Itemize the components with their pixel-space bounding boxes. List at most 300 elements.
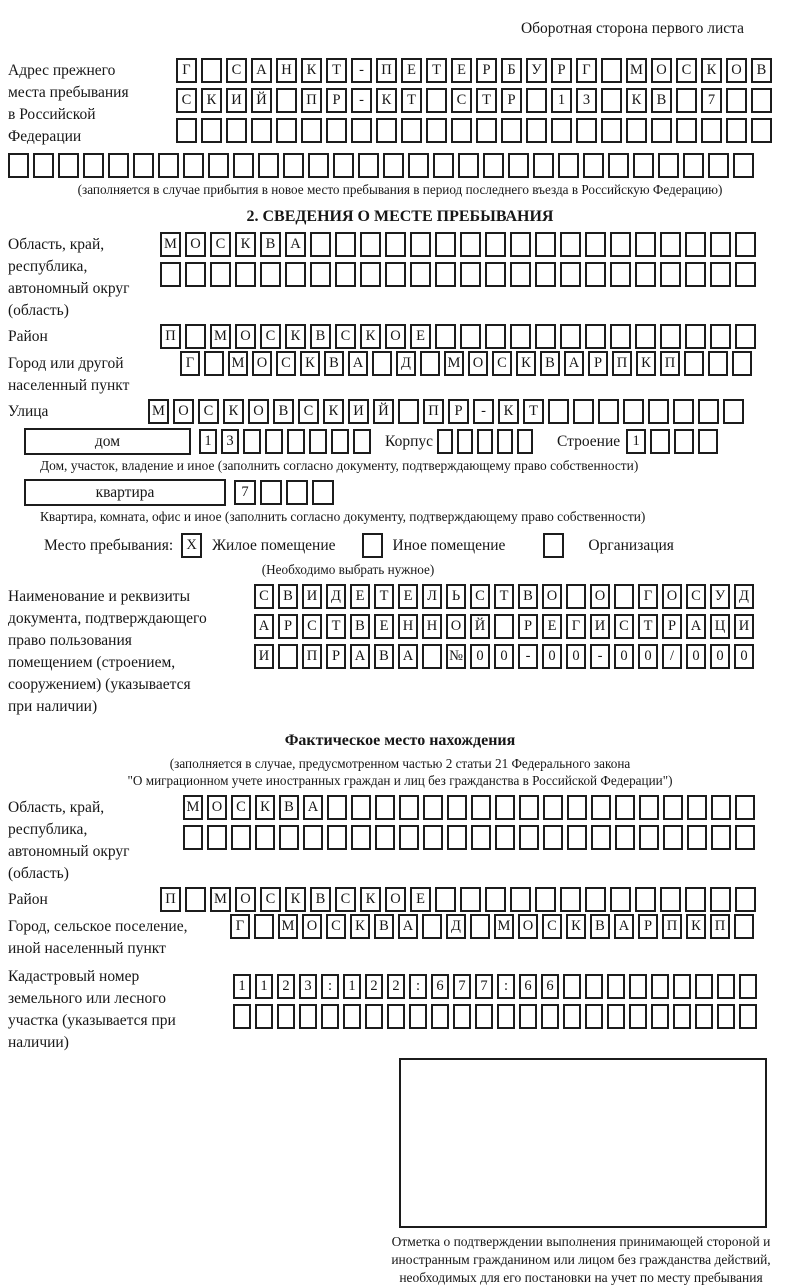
char-cell[interactable] [576,118,597,143]
char-cell[interactable]: С [451,88,472,113]
char-cell[interactable]: А [350,644,370,669]
char-cell[interactable]: 2 [387,974,405,999]
char-cell[interactable] [183,153,204,178]
region-grid-row-1[interactable] [160,232,760,257]
char-cell[interactable] [660,262,681,287]
char-cell[interactable]: О [185,232,206,257]
char-cell[interactable] [385,262,406,287]
char-cell[interactable] [614,584,634,609]
char-cell[interactable] [558,153,579,178]
char-cell[interactable] [585,974,603,999]
char-cell[interactable]: Л [422,584,442,609]
char-cell[interactable]: И [302,584,322,609]
char-cell[interactable] [566,584,586,609]
char-cell[interactable] [687,795,707,820]
char-cell[interactable]: Р [476,58,497,83]
char-cell[interactable] [685,232,706,257]
char-cell[interactable]: 0 [638,644,658,669]
char-cell[interactable] [660,232,681,257]
char-cell[interactable]: Р [588,351,608,376]
char-cell[interactable]: Т [401,88,422,113]
char-cell[interactable] [158,153,179,178]
char-cell[interactable] [598,399,619,424]
char-cell[interactable] [497,429,513,454]
char-cell[interactable]: М [210,324,231,349]
char-cell[interactable]: Р [326,644,346,669]
char-cell[interactable] [372,351,392,376]
char-cell[interactable] [726,88,747,113]
char-cell[interactable] [485,232,506,257]
char-cell[interactable]: Р [518,614,538,639]
char-cell[interactable]: К [701,58,722,83]
char-cell[interactable] [387,1004,405,1029]
char-cell[interactable]: Е [410,887,431,912]
char-cell[interactable] [185,887,206,912]
char-cell[interactable] [365,1004,383,1029]
char-cell[interactable] [735,825,755,850]
char-cell[interactable] [648,399,669,424]
char-cell[interactable] [201,58,222,83]
char-cell[interactable] [633,153,654,178]
char-cell[interactable]: Т [494,584,514,609]
char-cell[interactable] [543,795,563,820]
char-cell[interactable] [567,825,587,850]
char-cell[interactable]: Й [373,399,394,424]
char-cell[interactable] [683,153,704,178]
char-cell[interactable] [535,887,556,912]
cadastral-grid-row-1[interactable] [233,974,761,999]
char-cell[interactable]: 1 [626,429,646,454]
char-cell[interactable] [585,1004,603,1029]
char-cell[interactable]: 7 [453,974,471,999]
char-cell[interactable]: В [310,324,331,349]
char-cell[interactable] [460,232,481,257]
char-cell[interactable]: К [301,58,322,83]
char-cell[interactable]: Д [396,351,416,376]
char-cell[interactable] [735,887,756,912]
char-cell[interactable] [711,825,731,850]
prev-address-grid-row-3[interactable] [176,118,776,143]
char-cell[interactable]: К [235,232,256,257]
char-cell[interactable] [651,118,672,143]
char-cell[interactable]: О [446,614,466,639]
char-cell[interactable] [560,232,581,257]
char-cell[interactable]: 7 [234,480,256,505]
char-cell[interactable]: П [710,914,730,939]
char-cell[interactable] [726,118,747,143]
char-cell[interactable] [519,825,539,850]
char-cell[interactable] [698,399,719,424]
char-cell[interactable] [639,825,659,850]
char-cell[interactable] [685,262,706,287]
char-cell[interactable]: / [662,644,682,669]
char-cell[interactable]: Е [401,58,422,83]
prev-address-overflow-row[interactable] [8,153,792,178]
char-cell[interactable]: К [498,399,519,424]
char-cell[interactable]: М [210,887,231,912]
char-cell[interactable]: М [183,795,203,820]
char-cell[interactable] [433,153,454,178]
char-cell[interactable] [695,974,713,999]
char-cell[interactable] [353,429,371,454]
char-cell[interactable]: 1 [255,974,273,999]
char-cell[interactable]: С [542,914,562,939]
char-cell[interactable] [658,153,679,178]
char-cell[interactable]: А [251,58,272,83]
char-cell[interactable]: Т [476,88,497,113]
char-cell[interactable]: 0 [494,644,514,669]
char-cell[interactable] [560,887,581,912]
char-cell[interactable] [751,88,772,113]
char-cell[interactable]: С [326,914,346,939]
char-cell[interactable] [615,825,635,850]
char-cell[interactable]: В [751,58,772,83]
char-cell[interactable] [351,795,371,820]
char-cell[interactable]: Р [501,88,522,113]
char-cell[interactable]: С [276,351,296,376]
char-cell[interactable] [543,825,563,850]
char-cell[interactable]: № [446,644,466,669]
char-cell[interactable] [734,914,754,939]
char-cell[interactable] [276,118,297,143]
char-cell[interactable]: К [376,88,397,113]
char-cell[interactable] [510,887,531,912]
char-cell[interactable]: - [473,399,494,424]
char-cell[interactable] [108,153,129,178]
char-cell[interactable] [560,262,581,287]
char-cell[interactable] [327,795,347,820]
char-cell[interactable] [471,795,491,820]
char-cell[interactable]: В [590,914,610,939]
char-cell[interactable]: Н [398,614,418,639]
char-cell[interactable] [573,399,594,424]
char-cell[interactable]: А [348,351,368,376]
char-cell[interactable]: В [350,614,370,639]
char-cell[interactable]: П [160,324,181,349]
char-cell[interactable] [541,1004,559,1029]
char-cell[interactable]: 1 [233,974,251,999]
char-cell[interactable] [431,1004,449,1029]
char-cell[interactable]: - [518,644,538,669]
char-cell[interactable] [254,914,274,939]
char-cell[interactable] [255,1004,273,1029]
house-number-grid[interactable] [199,429,375,454]
char-cell[interactable] [335,262,356,287]
char-cell[interactable] [471,825,491,850]
char-cell[interactable] [426,88,447,113]
char-cell[interactable]: А [398,914,418,939]
char-cell[interactable] [495,825,515,850]
char-cell[interactable]: К [636,351,656,376]
document-grid-row-3[interactable] [254,644,758,669]
char-cell[interactable]: С [260,324,281,349]
char-cell[interactable] [710,232,731,257]
char-cell[interactable] [735,324,756,349]
char-cell[interactable] [585,324,606,349]
char-cell[interactable]: В [540,351,560,376]
char-cell[interactable]: К [626,88,647,113]
char-cell[interactable]: С [492,351,512,376]
char-cell[interactable] [717,974,735,999]
char-cell[interactable] [626,118,647,143]
apartment-number-grid[interactable] [234,480,338,505]
char-cell[interactable]: : [409,974,427,999]
char-cell[interactable] [551,118,572,143]
char-cell[interactable] [470,914,490,939]
char-cell[interactable] [285,262,306,287]
char-cell[interactable]: Т [326,614,346,639]
district-grid-row[interactable] [160,324,760,349]
char-cell[interactable] [133,153,154,178]
char-cell[interactable] [517,429,533,454]
char-cell[interactable]: Г [230,914,250,939]
char-cell[interactable] [460,262,481,287]
char-cell[interactable] [33,153,54,178]
char-cell[interactable] [485,324,506,349]
char-cell[interactable] [422,644,442,669]
char-cell[interactable]: О [302,914,322,939]
char-cell[interactable] [635,324,656,349]
char-cell[interactable] [510,262,531,287]
char-cell[interactable] [375,795,395,820]
char-cell[interactable]: 2 [277,974,295,999]
char-cell[interactable] [231,825,251,850]
char-cell[interactable] [607,974,625,999]
char-cell[interactable]: 6 [519,974,537,999]
house-type-box[interactable]: дом [24,428,191,455]
char-cell[interactable]: 0 [542,644,562,669]
char-cell[interactable] [327,825,347,850]
char-cell[interactable] [717,1004,735,1029]
char-cell[interactable] [673,399,694,424]
char-cell[interactable] [629,974,647,999]
char-cell[interactable]: В [324,351,344,376]
char-cell[interactable] [437,429,453,454]
char-cell[interactable]: С [614,614,634,639]
char-cell[interactable] [535,324,556,349]
actual-region-grid-row-2[interactable] [183,825,759,850]
char-cell[interactable]: И [226,88,247,113]
char-cell[interactable] [176,118,197,143]
char-cell[interactable] [251,118,272,143]
char-cell[interactable]: Е [350,584,370,609]
char-cell[interactable]: Г [576,58,597,83]
char-cell[interactable]: Т [638,614,658,639]
char-cell[interactable] [483,153,504,178]
char-cell[interactable] [410,232,431,257]
region-grid-row-2[interactable] [160,262,760,287]
char-cell[interactable] [685,887,706,912]
char-cell[interactable] [676,118,697,143]
char-cell[interactable] [685,324,706,349]
actual-city-grid-row[interactable] [230,914,758,939]
char-cell[interactable] [673,974,691,999]
char-cell[interactable]: К [285,887,306,912]
char-cell[interactable] [420,351,440,376]
char-cell[interactable]: К [566,914,586,939]
char-cell[interactable]: П [376,58,397,83]
prev-address-grid-row-2[interactable] [176,88,776,113]
char-cell[interactable] [563,1004,581,1029]
char-cell[interactable]: А [686,614,706,639]
char-cell[interactable] [710,262,731,287]
char-cell[interactable] [458,153,479,178]
char-cell[interactable]: 1 [551,88,572,113]
char-cell[interactable]: А [254,614,274,639]
char-cell[interactable] [663,825,683,850]
char-cell[interactable]: А [614,914,634,939]
char-cell[interactable] [287,429,305,454]
char-cell[interactable] [343,1004,361,1029]
char-cell[interactable] [278,644,298,669]
char-cell[interactable] [660,887,681,912]
char-cell[interactable]: С [686,584,706,609]
char-cell[interactable]: 7 [701,88,722,113]
char-cell[interactable]: О [173,399,194,424]
char-cell[interactable]: 0 [470,644,490,669]
char-cell[interactable] [635,887,656,912]
char-cell[interactable]: В [310,887,331,912]
char-cell[interactable] [475,1004,493,1029]
char-cell[interactable] [460,887,481,912]
char-cell[interactable] [276,88,297,113]
char-cell[interactable] [183,825,203,850]
char-cell[interactable]: С [260,887,281,912]
prev-address-grid-row-1[interactable] [176,58,776,83]
char-cell[interactable] [710,324,731,349]
char-cell[interactable]: А [398,644,418,669]
char-cell[interactable] [58,153,79,178]
char-cell[interactable]: И [590,614,610,639]
stay-option-organization-checkbox[interactable] [543,533,564,558]
char-cell[interactable] [435,324,456,349]
char-cell[interactable]: В [279,795,299,820]
char-cell[interactable]: 1 [343,974,361,999]
char-cell[interactable]: В [260,232,281,257]
char-cell[interactable]: П [660,351,680,376]
char-cell[interactable]: С [226,58,247,83]
char-cell[interactable] [735,262,756,287]
char-cell[interactable] [376,118,397,143]
char-cell[interactable]: К [300,351,320,376]
char-cell[interactable] [409,1004,427,1029]
char-cell[interactable] [673,1004,691,1029]
stay-option-residential-checkbox[interactable]: X [181,533,202,558]
char-cell[interactable] [519,795,539,820]
char-cell[interactable]: Е [410,324,431,349]
char-cell[interactable]: Б [501,58,522,83]
char-cell[interactable]: М [444,351,464,376]
char-cell[interactable] [335,232,356,257]
char-cell[interactable]: Ц [710,614,730,639]
char-cell[interactable] [501,118,522,143]
char-cell[interactable] [426,118,447,143]
char-cell[interactable] [710,887,731,912]
char-cell[interactable] [485,887,506,912]
char-cell[interactable]: Е [374,614,394,639]
char-cell[interactable]: Р [326,88,347,113]
char-cell[interactable] [226,118,247,143]
char-cell[interactable] [497,1004,515,1029]
char-cell[interactable] [326,118,347,143]
char-cell[interactable] [233,1004,251,1029]
char-cell[interactable]: Н [422,614,442,639]
char-cell[interactable] [723,399,744,424]
char-cell[interactable]: О [518,914,538,939]
char-cell[interactable] [739,974,757,999]
char-cell[interactable]: : [497,974,515,999]
char-cell[interactable] [601,88,622,113]
char-cell[interactable] [423,825,443,850]
stay-option-other-checkbox[interactable] [362,533,383,558]
char-cell[interactable] [477,429,493,454]
char-cell[interactable] [310,262,331,287]
char-cell[interactable]: К [360,324,381,349]
char-cell[interactable]: О [385,887,406,912]
char-cell[interactable]: О [235,324,256,349]
char-cell[interactable] [735,232,756,257]
char-cell[interactable] [210,262,231,287]
char-cell[interactable]: - [351,88,372,113]
char-cell[interactable] [535,262,556,287]
char-cell[interactable] [739,1004,757,1029]
char-cell[interactable]: Е [398,584,418,609]
char-cell[interactable] [299,1004,317,1029]
char-cell[interactable]: 0 [686,644,706,669]
char-cell[interactable] [639,795,659,820]
char-cell[interactable] [585,232,606,257]
char-cell[interactable] [408,153,429,178]
char-cell[interactable]: Р [662,614,682,639]
char-cell[interactable]: К [285,324,306,349]
char-cell[interactable] [383,153,404,178]
char-cell[interactable] [451,118,472,143]
char-cell[interactable] [255,825,275,850]
char-cell[interactable] [610,232,631,257]
char-cell[interactable] [243,429,261,454]
actual-district-grid-row[interactable] [160,887,760,912]
char-cell[interactable]: С [198,399,219,424]
char-cell[interactable] [399,825,419,850]
char-cell[interactable]: О [207,795,227,820]
cadastral-grid-row-2[interactable] [233,1004,761,1029]
char-cell[interactable]: Р [448,399,469,424]
char-cell[interactable]: Р [278,614,298,639]
char-cell[interactable] [258,153,279,178]
char-cell[interactable] [591,795,611,820]
char-cell[interactable]: 0 [710,644,730,669]
char-cell[interactable]: 0 [614,644,634,669]
char-cell[interactable]: К [360,887,381,912]
char-cell[interactable] [277,1004,295,1029]
char-cell[interactable] [526,88,547,113]
char-cell[interactable] [351,825,371,850]
char-cell[interactable]: 1 [199,429,217,454]
char-cell[interactable]: Г [176,58,197,83]
char-cell[interactable] [435,232,456,257]
char-cell[interactable] [701,118,722,143]
char-cell[interactable] [333,153,354,178]
char-cell[interactable]: В [278,584,298,609]
char-cell[interactable]: П [301,88,322,113]
char-cell[interactable]: 7 [475,974,493,999]
char-cell[interactable]: М [148,399,169,424]
char-cell[interactable] [485,262,506,287]
char-cell[interactable] [676,88,697,113]
char-cell[interactable]: 3 [299,974,317,999]
char-cell[interactable] [303,825,323,850]
char-cell[interactable]: К [686,914,706,939]
